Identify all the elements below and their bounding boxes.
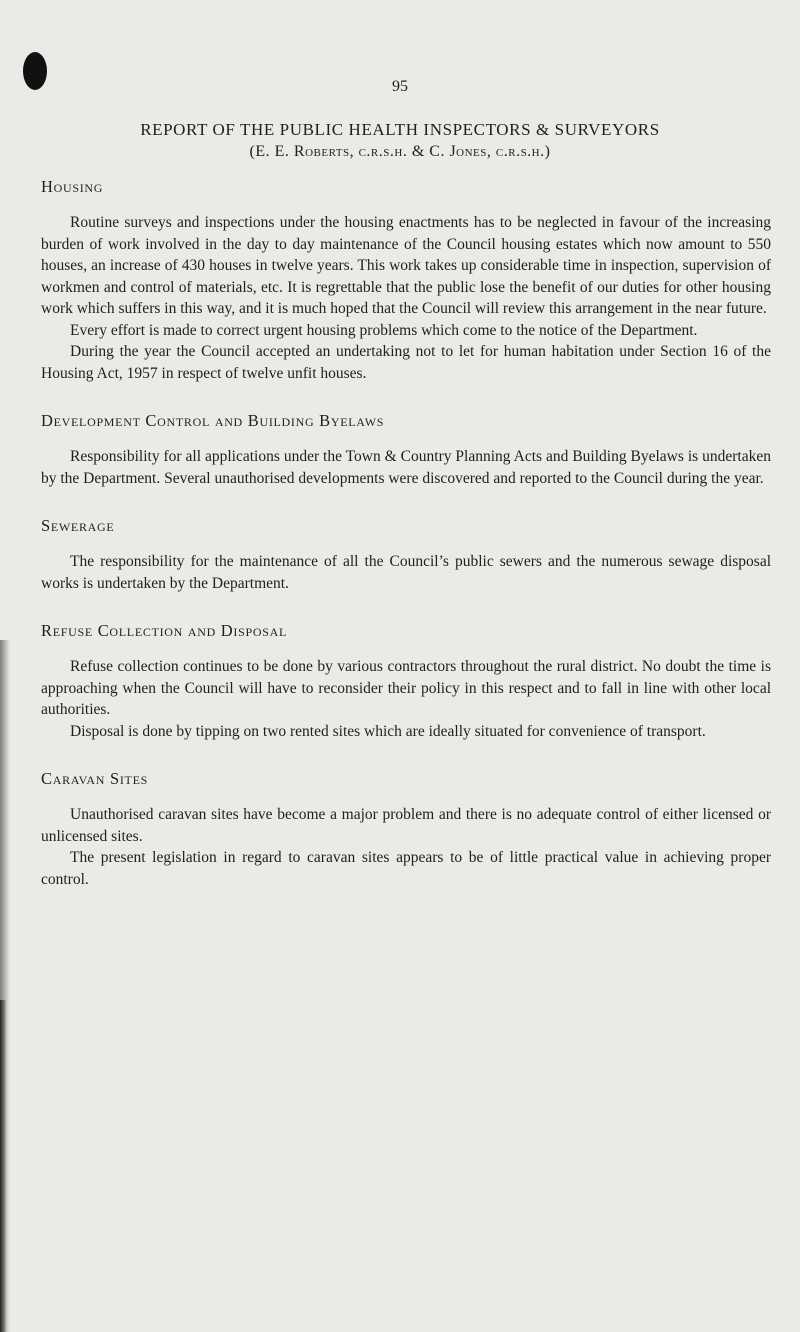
binding-shadow-dark	[0, 1000, 6, 1332]
paragraph: The present legislation in regard to caravan sites appears to be of little practical value in achieving proper control.	[41, 849, 771, 888]
section-refuse	[41, 620, 771, 742]
report-authors: (E. E. Roberts, c.r.s.h. & C. Jones, c.r.s.h.)	[249, 143, 551, 160]
section-heading: Caravan Sites	[41, 769, 148, 788]
section-sewerage	[41, 515, 771, 594]
report-body	[41, 176, 771, 916]
paragraph: During the year the Council accepted an undertaking not to let for human habitation under Section 16 of the Housing Act, 1957 in respect of twelve unfit houses.	[41, 343, 771, 382]
section-development-control	[41, 410, 771, 489]
report-title: REPORT OF THE PUBLIC HEALTH INSPECTORS & SURVEYORS	[140, 120, 660, 139]
paragraph: Disposal is done by tipping on two rented sites which are ideally situated for convenience of transport.	[70, 722, 706, 740]
page-number: 95	[392, 78, 408, 95]
paragraph: The responsibility for the maintenance of all the Council’s public sewers and the numerous sewage disposal works is undertaken by the Department.	[41, 553, 771, 592]
section-heading: Refuse Collection and Disposal	[41, 621, 287, 640]
paragraph: Every effort is made to correct urgent housing problems which come to the notice of the Department.	[70, 321, 698, 339]
paragraph: Routine surveys and inspections under the housing enactments has to be neglected in favour of the increasing burden of work involved in the day to day maintenance of the Council housing estates which now amount to 550 houses, an increase of 430 houses in twelve years. This work takes up considerable time in inspection, supervision of workmen and control of materials, etc. It is regrettable that the public lose the benefit of our duties for other housing work which suffers in this way, and it is much hoped that the Council will review this arrangement in the near future.	[41, 214, 771, 317]
report-header	[0, 119, 800, 163]
paragraph: Refuse collection continues to be done by various contractors throughout the rural district. No doubt the time is approaching when the Council will have to reconsider their policy in this respect and to fall in line with other local authorities.	[41, 658, 771, 718]
section-housing	[41, 176, 771, 384]
section-heading: Development Control and Building Byelaws	[41, 411, 385, 430]
paragraph: Responsibility for all applications under the Town & Country Planning Acts and Building Byelaws is undertaken by the Department. Several unauthorised developments were discovered and reported to the Council during the year.	[41, 448, 771, 487]
section-heading: Sewerage	[41, 516, 115, 535]
section-heading: Housing	[41, 177, 104, 196]
paragraph: Unauthorised caravan sites have become a major problem and there is no adequate control of either licensed or unlicensed sites.	[41, 806, 771, 845]
section-caravan-sites	[41, 768, 771, 890]
